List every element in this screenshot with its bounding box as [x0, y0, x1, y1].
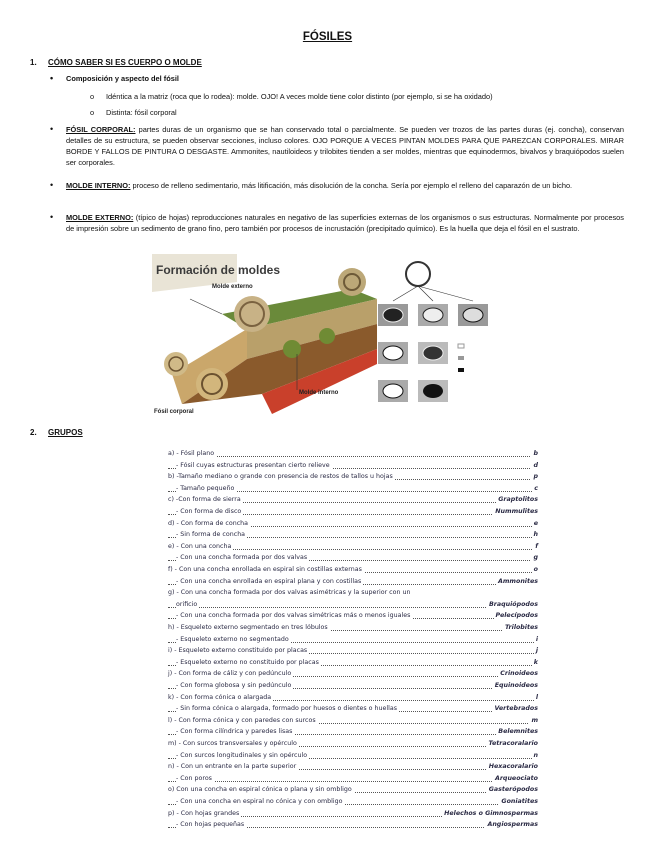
key-row-result: Trilobites: [504, 624, 538, 631]
key-row: [168, 819, 538, 830]
key-row-result: n: [533, 751, 538, 759]
formation-diagram: [152, 254, 377, 419]
key-row-text: - Fósil cuyas estructuras presentan cierto relieve: [176, 461, 330, 469]
section-heading-1: [30, 58, 202, 67]
section-label: GRUPOS: [48, 428, 83, 437]
key-row-result: Pelecípodos: [495, 612, 538, 620]
key-row-result: Gasterópodos: [488, 786, 538, 794]
section-number: 2.: [30, 428, 37, 437]
bullet-text: proceso de relleno sedimentario, más litificación, más disolución de la concha. Sería por ejemplo el relleno del caparazón de un bicho.: [130, 181, 573, 190]
bullet-icon: •: [50, 212, 54, 222]
key-row-text: b) -Tamaño mediano o grande con presencia de restos de tallos u hojas: [168, 473, 393, 481]
key-row-result: Nummulites: [495, 508, 538, 515]
section-heading-2: [30, 428, 83, 437]
key-row: [168, 738, 538, 749]
key-row-text: c) -Con forma de sierra: [168, 496, 241, 504]
key-row-result: Equinoideos: [494, 682, 538, 689]
key-row-result: Ammonites: [498, 577, 538, 585]
key-row-text: - Con surcos longitudinales y sin opérculo: [176, 751, 308, 759]
key-row: [168, 750, 538, 761]
bullet-text: partes duras de un organismo que se han conservado total o parcialmente. Se pueden ver trozos de las partes duras (ej. concha), conservan detalles de su estructura, se pueden observar secciones, incluso colores. OJO PORQUE A VECES PINTAN MOLDES PARA QUE PAREZCAN CORPORALES. MIRAR BORDE Y FALLOS DE PINTURA O DESGASTE. Ammonites, nautiloideos y trilobites tienden a ser moldes, mientras que equinodermos, bivalvos y braquiópodos suelen ser corporales.: [66, 125, 625, 167]
key-row-result: Goniatites: [501, 798, 538, 805]
key-row: [168, 541, 538, 552]
key-row-text: - Con forma de disco: [176, 508, 242, 515]
key-row-text: - Esqueleto externo no constituido por placas: [176, 658, 319, 666]
figure-title: Formación de moldes: [156, 263, 281, 277]
key-row: [168, 471, 538, 482]
key-row-result: Belemnites: [498, 728, 538, 736]
key-row: [168, 483, 538, 494]
key-row: [168, 564, 538, 575]
key-row: [168, 726, 538, 737]
key-row: [168, 518, 538, 529]
term-molde-externo: MOLDE EXTERNO:: [66, 213, 134, 222]
key-row-text: - Con poros: [176, 774, 212, 782]
key-row-text: g) - Con una concha formada por dos valvas asimétricas y la superior con un: [168, 589, 411, 597]
key-row-text: l) - Con forma cónica y con paredes con surcos: [168, 716, 316, 724]
key-row-result: Arqueociato: [494, 774, 538, 782]
label-fosil-corporal: Fósil corporal: [154, 409, 194, 415]
label-molde-interno: Molde interno: [299, 390, 339, 396]
dot-leader: [168, 781, 538, 782]
key-row-text: f) - Con una concha enrollada en espiral sin costillas externas: [168, 566, 362, 573]
key-row: [168, 715, 538, 726]
key-row-result: Tetracoralario: [488, 740, 538, 747]
key-row: [168, 448, 538, 459]
key-row-result: Crinoideos: [500, 670, 538, 678]
key-row-result: p: [533, 473, 538, 481]
term-molde-interno: MOLDE INTERNO:: [66, 181, 131, 190]
key-row-text: i) - Esqueleto externo constituido por placas: [168, 647, 308, 655]
key-row-text: n) - Con un entrante en la parte superior: [168, 763, 297, 771]
key-row: [168, 610, 538, 621]
label-molde-externo: Molde externo: [212, 284, 253, 290]
key-row-result: Braquiópodos: [488, 600, 538, 608]
key-row-text: - Esqueleto externo no segmentado: [176, 635, 289, 643]
key-row-text: d) - Con forma de concha: [168, 519, 249, 527]
key-row: [168, 761, 538, 772]
bullet-text: Composición y aspecto del fósil: [66, 74, 179, 83]
key-row: [168, 552, 538, 563]
key-row-text: k) - Con forma cónica o alargada: [168, 693, 272, 701]
sub-item-text: Idéntica a la matriz (roca que lo rodea): molde. OJO! A veces molde tiene color distinto (por ejemplo, si se ha oxidado): [106, 92, 493, 101]
mold-sequence-diagram: [378, 256, 488, 416]
key-row-result: c: [534, 484, 538, 492]
key-row: [168, 784, 538, 795]
bullet-icon: •: [50, 180, 54, 190]
key-row-text: - Con forma cilíndrica y paredes lisas: [176, 728, 293, 736]
key-row-result: Hexacoralario: [488, 763, 538, 771]
bullet-icon: •: [50, 124, 54, 134]
key-row-result: e: [533, 519, 538, 527]
key-row: [168, 622, 538, 633]
key-row: [168, 645, 538, 656]
key-row: [168, 796, 538, 807]
key-row: [168, 494, 538, 505]
key-row-text: m) - Con surcos transversales y opérculo: [168, 740, 297, 747]
dot-leader: [168, 607, 538, 608]
key-row-result: o: [533, 566, 538, 573]
key-row: [168, 576, 538, 587]
term-fosil-corporal: FÓSIL CORPORAL:: [66, 125, 136, 134]
bullet-fosil-corporal: [50, 124, 625, 168]
key-row: [168, 773, 538, 784]
key-row: [168, 529, 538, 540]
key-row-text: j) - Con forma de cáliz y con pedúnculo: [168, 670, 292, 678]
key-row: [168, 506, 538, 517]
bullet-text: (típico de hojas) reproducciones naturales en negativo de las superficies externas de los organismos o sus estructuras. Normalmente por procesos de impresión sobre un sedimento de grano fino, pero también por procesos de incrustación (precipitado químico). Es la huella que deja el fósil en el sustrato.: [66, 213, 624, 233]
key-row: [168, 808, 538, 819]
key-row-result: m: [531, 716, 538, 724]
bullet-icon: •: [50, 73, 54, 83]
sub-item-text: Distinta: fósil corporal: [106, 108, 177, 117]
key-row-result: d: [533, 461, 538, 469]
key-row-text: - Con hojas pequeñas: [176, 821, 245, 829]
key-row-text: - Con forma globosa y sin pedúnculo: [176, 682, 292, 689]
sub-item-identica: [90, 91, 626, 102]
key-row: [168, 599, 538, 610]
key-row-result: k: [533, 658, 538, 666]
key-row-result: h: [533, 531, 538, 539]
key-row-result: Vertebrados: [494, 705, 538, 713]
key-row-text: - Sin forma cónica o alargada, formado por huesos o dientes o huellas: [176, 705, 397, 713]
key-row-text: - Con una concha enrollada en espiral plana y con costillas: [176, 577, 362, 585]
key-row-text: h) - Esqueleto externo segmentado en tres lóbulos: [168, 624, 328, 631]
key-row-text: - Con una concha formada por dos valvas simétricas más o menos iguales: [176, 612, 411, 620]
key-row-result: l: [535, 693, 538, 701]
key-row-text: - Con una concha formada por dos valvas: [176, 554, 308, 562]
key-row-result: j: [535, 647, 538, 655]
key-row: [168, 703, 538, 714]
key-row-result: f: [535, 542, 538, 550]
key-row-text: o) Con una concha en espiral cónica o plana y sin ombligo: [168, 786, 352, 794]
circle-bullet-icon: o: [90, 92, 95, 101]
key-row-text: - Tamaño pequeño: [176, 484, 235, 492]
key-row: [168, 657, 538, 668]
key-row: [168, 692, 538, 703]
dot-leader: [168, 456, 538, 457]
key-row-text: e) - Con una concha: [168, 542, 232, 550]
key-row-result: g: [533, 554, 538, 562]
key-row-text: - Con una concha en espiral no cónica y con ombligo: [176, 798, 343, 805]
bullet-molde-interno: [50, 180, 624, 191]
section-label: CÓMO SABER SI ES CUERPO O MOLDE: [48, 58, 202, 67]
key-row-result: Graptolitos: [498, 496, 538, 504]
key-row-text: p) - Con hojas grandes: [168, 809, 240, 817]
key-row: [168, 668, 538, 679]
key-row-result: Helechos o Gimnospermas: [444, 809, 538, 817]
key-row-result: Angiospermas: [487, 821, 538, 829]
bullet-composicion: [50, 73, 626, 84]
key-row-text: orificio: [176, 600, 198, 608]
sub-item-distinta: [90, 107, 626, 118]
section-number: 1.: [30, 58, 37, 67]
key-row: [168, 587, 538, 598]
key-row-result: i: [535, 635, 538, 643]
key-row-text: a) - Fósil plano: [168, 450, 215, 457]
bullet-molde-externo: [50, 212, 624, 234]
circle-bullet-icon: o: [90, 108, 95, 117]
key-row-result: b: [533, 450, 538, 457]
page-title: FÓSILES: [302, 31, 353, 43]
key-row: [168, 634, 538, 645]
key-row: [168, 680, 538, 691]
key-row: [168, 460, 538, 471]
key-row-text: - Sin forma de concha: [176, 531, 246, 539]
